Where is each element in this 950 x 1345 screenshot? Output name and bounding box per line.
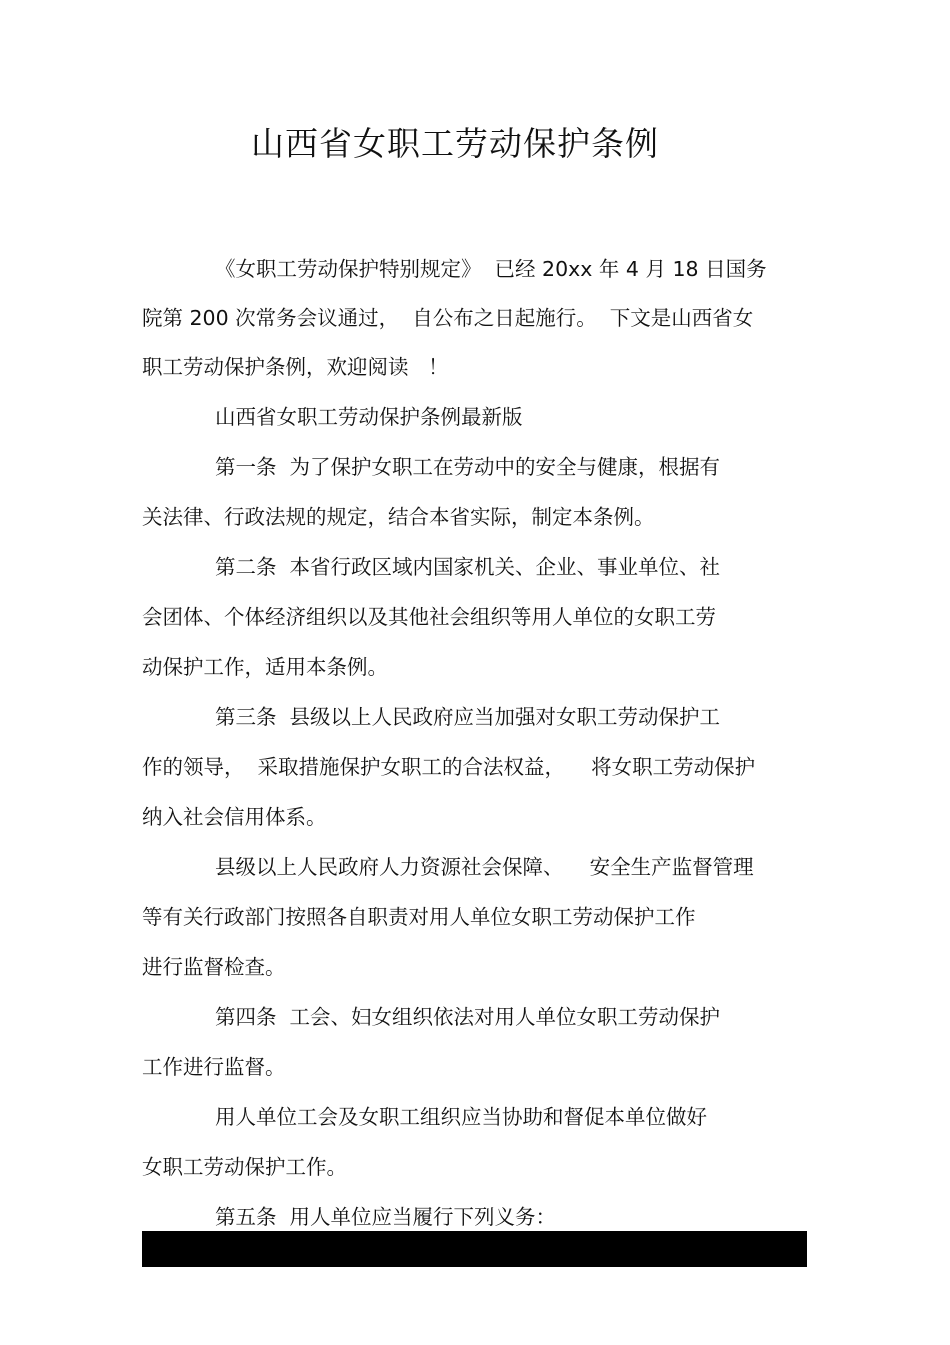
body-line-10: 第三条 县级以上人民政府应当加强对女职工劳动保护工 bbox=[215, 705, 721, 729]
body-line-11: 作的领导， 采取措施保护女职工的合法权益， 将女职工劳动保护 bbox=[142, 755, 756, 779]
body-line-7: 第二条 本省行政区域内国家机关、企业、事业单位、社 bbox=[215, 555, 721, 579]
body-line-1: 《女职工劳动保护特别规定》 已经 20xx 年 4 月 18 日国务 bbox=[215, 257, 767, 281]
section-heading: 山西省女职工劳动保护条例最新版 bbox=[215, 405, 523, 429]
body-line-12: 纳入社会信用体系。 bbox=[142, 805, 327, 829]
body-line-5: 第一条 为了保护女职工在劳动中的安全与健康，根据有 bbox=[215, 455, 721, 479]
body-line-3: 职工劳动保护条例，欢迎阅读 ！ bbox=[142, 355, 449, 379]
body-line-20: 第五条 用人单位应当履行下列义务： bbox=[215, 1205, 557, 1229]
body-line-14: 等有关行政部门按照各自职责对用人单位女职工劳动保护工作 bbox=[142, 905, 696, 929]
body-line-2: 院第 200 次常务会议通过， 自公布之日起施行。 下文是山西省女 bbox=[142, 306, 754, 330]
document-title: 山西省女职工劳动保护条例 bbox=[251, 124, 659, 163]
body-line-9: 动保护工作，适用本条例。 bbox=[142, 655, 388, 679]
body-line-6: 关法律、行政法规的规定，结合本省实际，制定本条例。 bbox=[142, 505, 655, 529]
body-line-8: 会团体、个体经济组织以及其他社会组织等用人单位的女职工劳 bbox=[142, 605, 716, 629]
body-line-13: 县级以上人民政府人力资源社会保障、 安全生产监督管理 bbox=[215, 855, 754, 879]
body-line-19: 女职工劳动保护工作。 bbox=[142, 1155, 347, 1179]
body-line-16: 第四条 工会、妇女组织依法对用人单位女职工劳动保护 bbox=[215, 1005, 721, 1029]
body-line-15: 进行监督检查。 bbox=[142, 955, 286, 979]
body-line-18: 用人单位工会及女职工组织应当协助和督促本单位做好 bbox=[215, 1105, 707, 1129]
body-line-17: 工作进行监督。 bbox=[142, 1055, 286, 1079]
redaction-bar bbox=[142, 1231, 807, 1267]
